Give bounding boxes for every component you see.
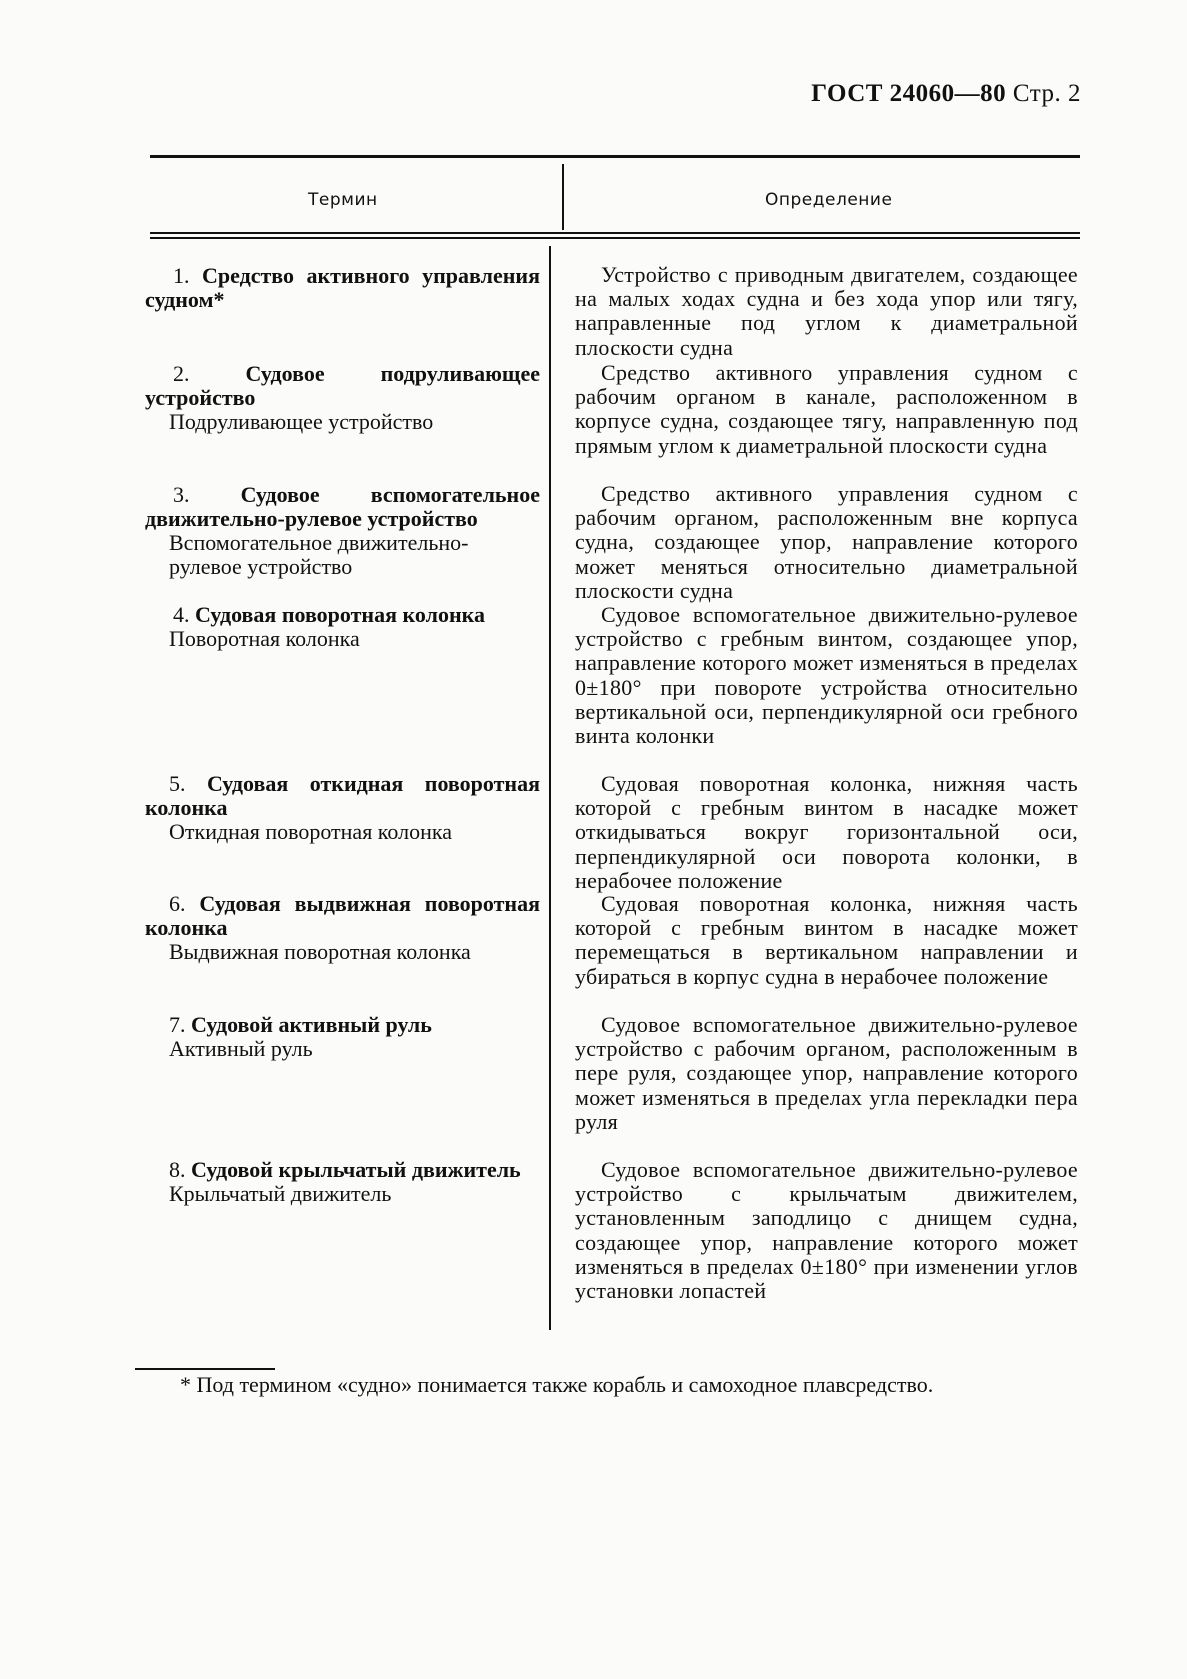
header-double-rule-1 [150, 232, 1080, 234]
term-number: 1. [173, 263, 190, 288]
term-cell [145, 892, 540, 964]
term-cell [145, 264, 540, 312]
term-cell [145, 603, 540, 651]
footnote: * Под термином «судно» понимается также корабль и самоходное плавсредство. [180, 1372, 934, 1397]
definition-cell: Устройство с приводным двигателем, создающее на малых ходах судна и без хода упор или тягу, направленные под углом к диаметральной плоскости судна [575, 262, 1078, 360]
term-cell [145, 362, 540, 434]
term-cell [145, 772, 540, 844]
term-title: Судовой активный руль [191, 1012, 432, 1037]
term-short-form: Поворотная колонка [169, 626, 360, 651]
definition-cell: Судовая поворотная колонка, нижняя часть которой с гребным винтом в насадке может перемещаться в вертикальном направлении и убираться в корпус судна в нерабочее положение [575, 891, 1078, 989]
term-title: Судовая выдвижная поворотная колонка [145, 891, 540, 940]
term-number: 7. [169, 1012, 186, 1037]
term-title: Судовой крыльчатый движитель [191, 1157, 521, 1182]
term-cell [145, 483, 540, 579]
term-title: Судовое вспомогательное движительно-рулевое устройство [145, 482, 540, 531]
term-cell [145, 1158, 540, 1206]
term-title: Судовое подруливающее устройство [145, 361, 540, 410]
term-title: Судовая откидная поворотная колонка [145, 771, 540, 820]
term-short-form: Вспомогательное движительно-рулевое устройство [169, 530, 469, 579]
definition-cell: Судовое вспомогательное движительно-рулевое устройство с гребным винтом, создающее упор, направление которого может изменяться в пределах 0±180° при повороте устройства относительно вертикальной оси, перпендикулярной оси гребного винта колонки [575, 602, 1078, 749]
term-number: 5. [169, 771, 186, 796]
column-header-definition: Определение [765, 190, 893, 210]
definition-cell: Средство активного управления судном с рабочим органом в канале, расположенном в корпусе судна, создающее тягу, направленную под прямым углом к диаметральной плоскости судна [575, 360, 1078, 458]
definition-cell: Судовое вспомогательное движительно-рулевое устройство с крыльчатым движителем, установленным заподлицо с днищем судна, создающее упор, направление которого может изменяться в пределах 0±180° при изменении углов установки лопастей [575, 1157, 1078, 1304]
term-short-form: Активный руль [169, 1036, 313, 1061]
column-header-term: Термин [308, 190, 378, 210]
term-short-form: Выдвижная поворотная колонка [169, 939, 471, 964]
term-title: Судовая поворотная колонка [195, 602, 485, 627]
term-short-form: Откидная поворотная колонка [169, 819, 452, 844]
page-number: Стр. 2 [1012, 80, 1081, 107]
header-double-rule-2 [150, 237, 1080, 239]
term-number: 4. [173, 602, 190, 627]
table-top-rule [150, 155, 1080, 158]
term-title: Средство активного управления судном* [145, 263, 540, 312]
footnote-rule [135, 1368, 275, 1370]
page-header [811, 80, 1081, 108]
definition-cell: Судовая поворотная колонка, нижняя часть которой с гребным винтом в насадке может откидываться вокруг горизонтальной оси, перпендикулярной оси поворота колонки, в нерабочее положение [575, 771, 1078, 893]
definition-cell: Судовое вспомогательное движительно-рулевое устройство с рабочим органом, расположенным в пере руля, создающее упор, направление которого может изменяться в пределах угла перекладки пера руля [575, 1012, 1078, 1134]
term-cell [145, 1013, 540, 1061]
term-number: 3. [173, 482, 190, 507]
term-short-form: Крыльчатый движитель [169, 1181, 392, 1206]
term-number: 6. [169, 891, 186, 916]
term-number: 8. [169, 1157, 186, 1182]
definition-cell: Средство активного управления судном с рабочим органом, расположенным вне корпуса судна, создающее упор, направление которого может меняться относительно диаметральной плоскости судна [575, 481, 1078, 603]
header-vertical-divider [562, 164, 564, 230]
term-number: 2. [173, 361, 190, 386]
body-vertical-divider [549, 246, 551, 1330]
standard-number: ГОСТ 24060—80 [811, 80, 1007, 107]
term-short-form: Подруливающее устройство [169, 409, 434, 434]
